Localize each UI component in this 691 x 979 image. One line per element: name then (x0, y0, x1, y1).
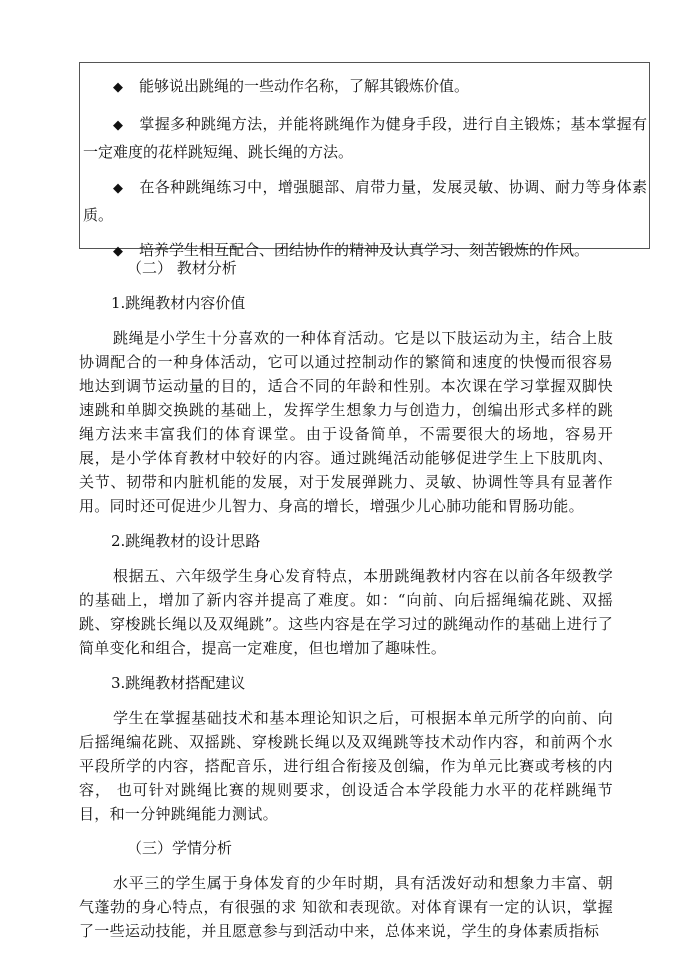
subsection-title-design-idea: 2.跳绳教材的设计思路 (111, 532, 261, 550)
document-body (79, 255, 613, 943)
goal-item (83, 73, 647, 101)
diamond-bullet-icon: ◆ (113, 80, 123, 95)
goal-item (83, 174, 647, 228)
subsection-title-pairing-suggestion: 3.跳绳教材搭配建议 (111, 674, 246, 692)
goal-item (83, 111, 647, 165)
paragraph-design-idea: 根据五、六年级学生身心发育特点，本册跳绳教材内容在以前各年级教学的基础上，增加了新内容并提高了难度。如：“向前、向后摇绳编花跳、双摇跳、穿梭跳长绳以及双绳跳”。这些内容是在学习过的跳绳动作的基础上进行了简单变化和组合，提高一定难度，但也增加了趣味性。 (79, 567, 613, 657)
diamond-bullet-icon: ◆ (113, 181, 123, 196)
section-heading-material-analysis: （二） 教材分析 (127, 259, 237, 277)
paragraph-content-value: 跳绳是小学生十分喜欢的一种体育活动。它是以下肢运动为主，结合上肢协调配合的一种身体活动，它可以通过控制动作的繁简和速度的快慢而很容易地达到调节运动量的目的，适合不同的年龄和性别。本次课在学习掌握双脚快速跳和单脚交换跳的基础上，发挥学生想象力与创造力，创编出形式多样的跳绳方法来丰富我们的体育课堂。由于设备简单，不需要很大的场地，容易开展，是小学体育教材中较好的内容。通过跳绳活动能够促进学生上下肢肌肉、关节、韧带和内脏机能的发展，对于发展弹跳力、灵敏、协调性等具有显著作用。同时还可促进少儿智力、身高的增长，增强少儿心肺功能和胃肠功能。 (79, 329, 613, 515)
goal-text: 掌握多种跳绳方法，并能将跳绳作为健身手段，进行自主锻炼；基本掌握有一定难度的花样跳短绳、跳长绳的方法。 (83, 115, 647, 161)
teaching-goals-box (79, 62, 650, 259)
paragraph-student-analysis: 水平三的学生属于身体发育的少年时期，具有活泼好动和想象力丰富、朝气蓬勃的身心特点，有很强的求 知欲和表现欲。对体育课有一定的认识，掌握了一些运动技能，并且愿意参与到活动中来，总体来说，学生的身体素质指标 (79, 874, 613, 940)
paragraph-pairing-suggestion: 学生在掌握基础技术和基本理论知识之后，可根据本单元所学的向前、向后摇绳编花跳、双摇跳、穿梭跳长绳以及双绳跳等技术动作内容，和前两个水平段所学的内容，搭配音乐，进行组合衔接及创编，作为单元比赛或考核的内容， 也可针对跳绳比赛的规则要求，创设适合本学段能力水平的花样跳绳节目，和一分钟跳绳能力测试。 (79, 709, 613, 823)
diamond-bullet-icon: ◆ (113, 118, 123, 133)
goal-text: 能够说出跳绳的一些动作名称，了解其锻炼价值。 (139, 77, 470, 95)
goal-text: 培养学生相互配合、团结协作的精神及认真学习、刻苦锻炼的作风。 (139, 241, 590, 259)
subsection-title-content-value: 1.跳绳教材内容价值 (111, 294, 246, 312)
diamond-bullet-icon: ◆ (113, 244, 123, 259)
goal-text: 在各种跳绳练习中，增强腿部、肩带力量，发展灵敏、协调、耐力等身体素质。 (83, 178, 647, 224)
section-heading-student-analysis: （三）学情分析 (127, 839, 233, 857)
